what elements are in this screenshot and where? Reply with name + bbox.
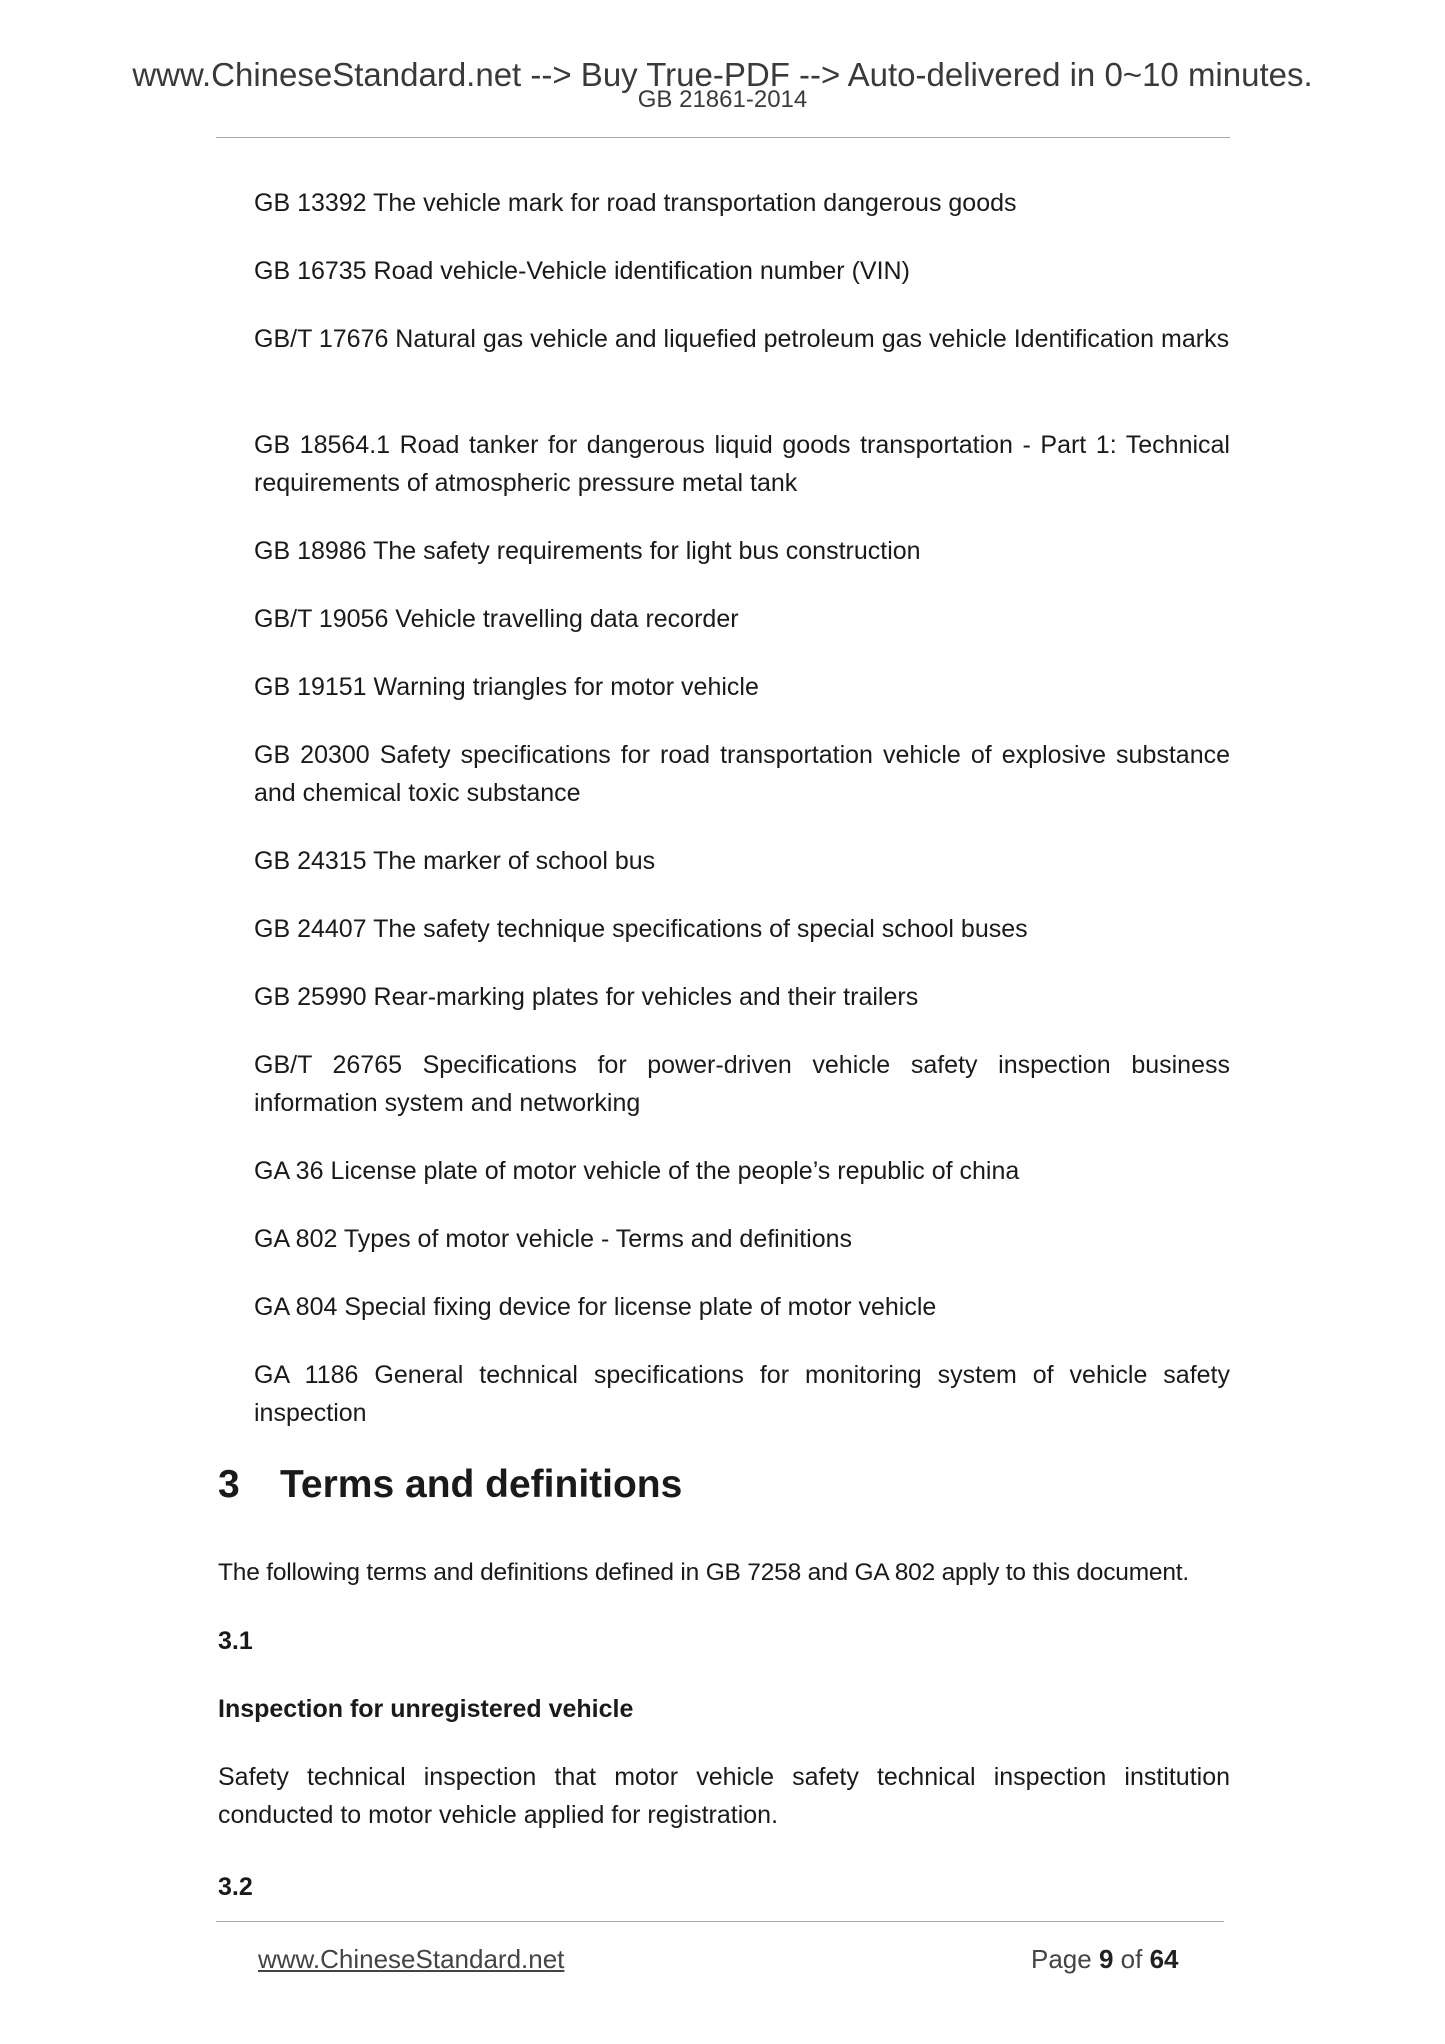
page-current: 9 — [1098, 1944, 1114, 1974]
reference-item: GB 20300 Safety specifications for road transportation vehicle of explosive substance and chemical toxic substance — [254, 741, 1230, 807]
top-banner: www.ChineseStandard.net --> Buy True-PDF --> Auto-delivered in 0~10 minutes. — [132, 56, 1313, 93]
footer-divider — [216, 1921, 1224, 1922]
page-total: 64 — [1149, 1944, 1179, 1974]
clause-number: 3.1 — [218, 1627, 253, 1655]
reference-item: GA 804 Special fixing device for license plate of motor vehicle — [254, 1293, 937, 1321]
reference-item: GA 1186 General technical specifications for monitoring system of vehicle safety inspection — [254, 1361, 1230, 1427]
reference-item: GA 802 Types of motor vehicle - Terms and definitions — [254, 1225, 852, 1253]
page-label: Page — [1031, 1944, 1092, 1974]
reference-item: GB 13392 The vehicle mark for road transportation dangerous goods — [254, 189, 1017, 217]
reference-item: GB 16735 Road vehicle-Vehicle identification number (VIN) — [254, 257, 910, 285]
reference-item: GB/T 17676 Natural gas vehicle and liquefied petroleum gas vehicle Identification marks — [254, 325, 1230, 353]
section-intro: The following terms and definitions defined in GB 7258 and GA 802 apply to this document. — [218, 1559, 1189, 1586]
page-of: of — [1120, 1944, 1143, 1974]
document-id: GB 21861-2014 — [637, 86, 808, 113]
footer-site-link[interactable]: www.ChineseStandard.net — [258, 1944, 565, 1974]
reference-item: GB 19151 Warning triangles for motor vehicle — [254, 673, 759, 701]
normative-references-list — [254, 184, 1230, 1462]
reference-item: GB 25990 Rear-marking plates for vehicles and their trailers — [254, 983, 919, 1011]
page-indicator — [1031, 1940, 1179, 1978]
term-name: Inspection for unregistered vehicle — [218, 1695, 634, 1723]
section-number: 3 — [218, 1463, 240, 1506]
reference-item: GB 18986 The safety requirements for light bus construction — [254, 537, 921, 565]
reference-item: GA 36 License plate of motor vehicle of the people’s republic of china — [254, 1157, 1020, 1185]
reference-item: GB/T 19056 Vehicle travelling data recorder — [254, 605, 739, 633]
reference-item: GB/T 26765 Specifications for power-driven vehicle safety inspection business information system and networking — [254, 1051, 1230, 1117]
reference-item: GB 24407 The safety technique specifications of special school buses — [254, 915, 1028, 943]
section-title: Terms and definitions — [280, 1463, 683, 1506]
section-heading — [218, 1465, 682, 1504]
header-divider — [216, 137, 1230, 138]
clause-number: 3.2 — [218, 1873, 253, 1901]
reference-item: GB 24315 The marker of school bus — [254, 847, 656, 875]
term-definition: Safety technical inspection that motor vehicle safety technical inspection institution conducted to motor vehicle applied for registration. — [218, 1763, 1230, 1829]
reference-item: GB 18564.1 Road tanker for dangerous liquid goods transportation - Part 1: Technical requirements of atmospheric pressure metal tank — [254, 431, 1230, 497]
